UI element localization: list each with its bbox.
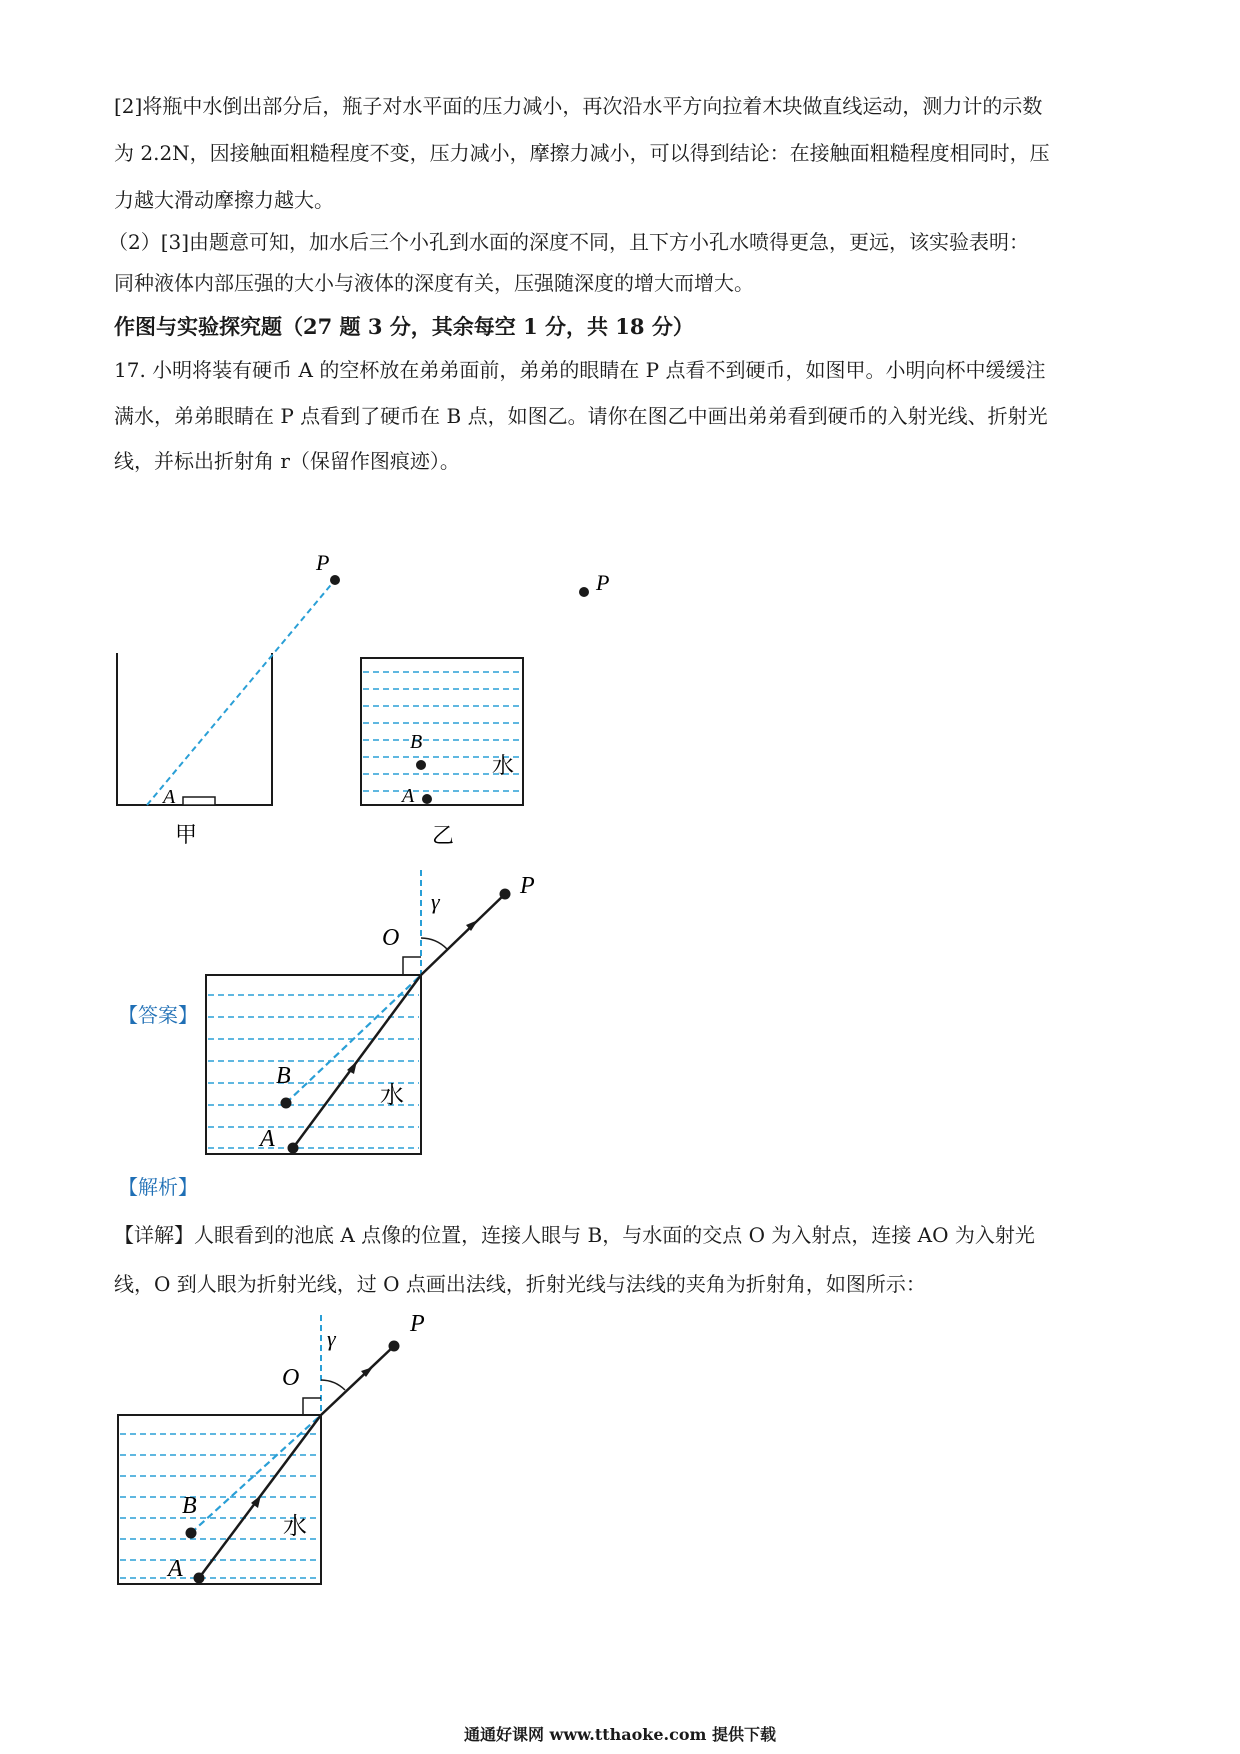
label-p: P	[316, 550, 330, 575]
label-a: A	[163, 786, 176, 808]
label-gamma: γ	[431, 889, 440, 914]
footer-watermark: 通通好课网 www.tthaoke.com 提供下载	[463, 1725, 777, 1744]
empty-cup	[117, 653, 272, 805]
detail-line: 【详解】人眼看到的池底 A 点像的位置，连接人眼与 B，与水面的交点 O 为入射点，连接 AO 为入射光	[114, 1223, 1035, 1247]
answer-figure	[200, 860, 580, 1160]
label-water: 水	[492, 753, 515, 778]
image-point-b	[416, 760, 426, 770]
label-a: A	[402, 785, 415, 807]
paragraph-line: 同种液体内部压强的大小与液体的深度有关，压强随深度的增大而增大。	[114, 271, 754, 295]
water-cup	[118, 1415, 321, 1584]
label-p: P	[410, 1311, 425, 1337]
label-gamma: γ	[327, 1326, 336, 1351]
label-a: A	[168, 1556, 183, 1582]
label-o: O	[382, 925, 400, 951]
figure-jia	[117, 550, 340, 847]
figure-jia-yi	[0, 540, 620, 850]
image-point-b	[281, 1098, 292, 1109]
right-angle-mark	[403, 957, 421, 975]
refraction-angle-arc	[321, 1380, 345, 1390]
refracted-ray	[321, 1346, 394, 1415]
label-p: P	[596, 570, 610, 595]
paragraph-line: 力越大滑动摩擦力越大。	[114, 188, 334, 212]
paragraph-line: （2）[3]由题意可知，加水后三个小孔到水面的深度不同，且下方小孔水喷得更急，更远，该实验表明：	[108, 230, 1030, 254]
eye-point	[330, 575, 340, 585]
label-b: B	[410, 731, 423, 753]
label-o: O	[282, 1365, 300, 1391]
eye-point	[389, 1341, 400, 1352]
figure-yi	[361, 570, 609, 848]
paragraph-line: 为 2.2N，因接触面粗糙程度不变，压力减小，摩擦力减小，可以得到结论：在接触面粗糙程度相同时，压	[114, 141, 1050, 165]
detail-line: 线，O 到人眼为折射光线，过 O 点画出法线，折射光线与法线的夹角为折射角，如图所示：	[114, 1272, 926, 1296]
question-line: 17. 小明将装有硬币 A 的空杯放在弟弟面前，弟弟的眼睛在 P 点看不到硬币，如图甲。小明向杯中缓缓注	[114, 358, 1046, 382]
paragraph-line: [2]将瓶中水倒出部分后，瓶子对水平面的压力减小，再次沿水平方向拉着木块做直线运动，测力计的示数	[114, 94, 1043, 118]
label-p: P	[520, 873, 535, 899]
coin-point-a	[422, 794, 432, 804]
coin-point-a	[194, 1573, 205, 1584]
refraction-angle-arc	[421, 938, 447, 949]
coin	[183, 797, 215, 805]
sight-line	[147, 580, 335, 805]
caption-jia: 甲	[175, 822, 198, 847]
caption-yi: 乙	[432, 823, 455, 848]
analysis-label: 【解析】	[118, 1175, 198, 1199]
question-line: 线，并标出折射角 r（保留作图痕迹）。	[114, 449, 460, 473]
coin-point-a	[288, 1143, 299, 1154]
label-a: A	[260, 1126, 275, 1152]
question-line: 满水，弟弟眼睛在 P 点看到了硬币在 B 点，如图乙。请你在图乙中画出弟弟看到硬币的入射光线、折射光	[114, 404, 1048, 428]
eye-point	[579, 587, 589, 597]
label-b: B	[182, 1493, 197, 1519]
label-b: B	[276, 1063, 291, 1089]
detail-figure	[110, 1310, 450, 1610]
eye-point	[500, 889, 511, 900]
water-lines	[208, 995, 419, 1148]
answer-label: 【答案】	[118, 1003, 198, 1027]
right-angle-mark	[303, 1398, 321, 1415]
section-heading: 作图与实验探究题（27 题 3 分，其余每空 1 分，共 18 分）	[114, 314, 694, 339]
water-cup	[361, 658, 523, 805]
label-water: 水	[380, 1083, 404, 1109]
image-point-b	[186, 1528, 197, 1539]
label-water: 水	[283, 1514, 307, 1540]
